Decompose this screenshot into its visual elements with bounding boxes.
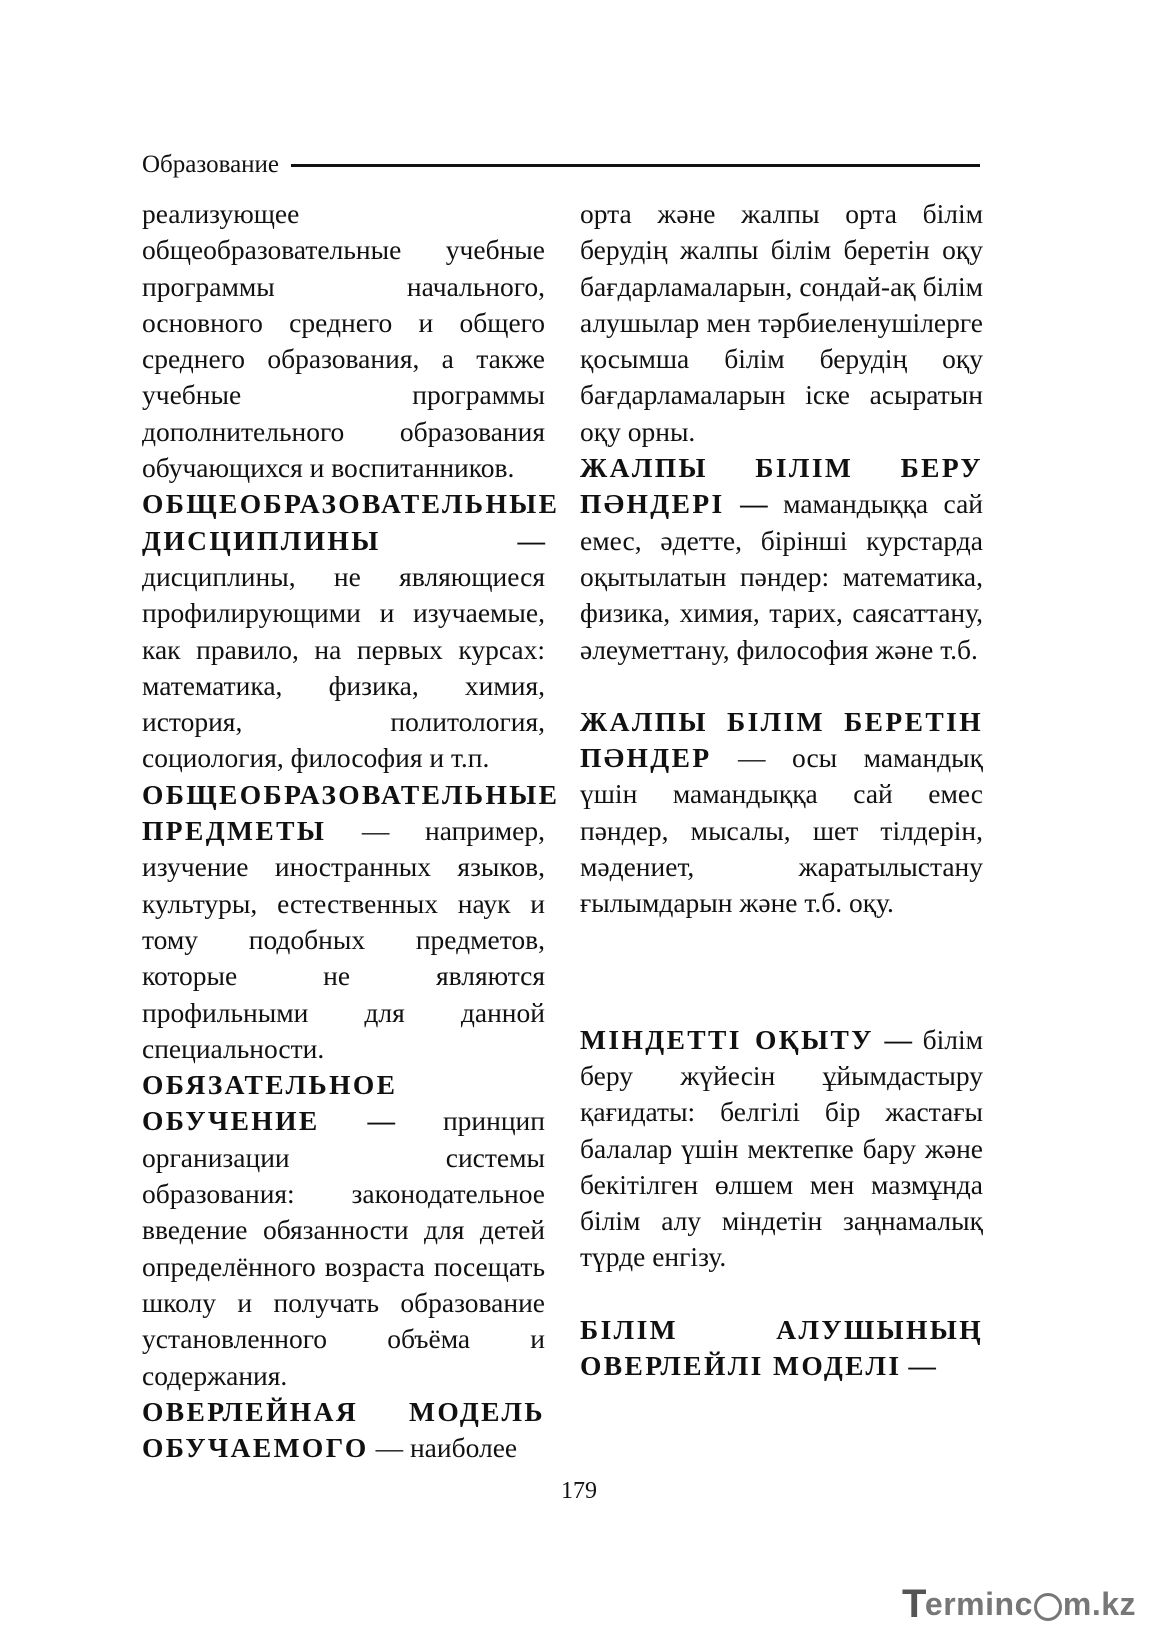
running-header	[142, 148, 980, 182]
glossary-entry	[142, 196, 545, 486]
entry-dash: —	[711, 742, 793, 774]
entry-term: ЖАЛПЫ БІЛІМ БЕРЕТІН ПӘНДЕР	[580, 705, 983, 774]
watermark-part3: m.kz	[1062, 1586, 1136, 1622]
glossary-entry	[580, 704, 983, 922]
entry-definition: принцип организации системы образования: законодательное введение обязанности для детей определённого возраста посещать школу и получать образование установленного объёма и содержания.	[142, 1105, 545, 1391]
watermark-magnifier-icon	[1034, 1593, 1062, 1621]
glossary-entry	[142, 777, 560, 1067]
left-column	[142, 196, 560, 1466]
glossary-entry	[142, 1067, 545, 1394]
entry-definition: например, изучение иностранных языков, культуры, естественных наук и тому подобных предметов, которые не являются профильными для данной специальности.	[142, 815, 545, 1064]
entry-term: ЖАЛПЫ БІЛІМ БЕРУ ПӘНДЕРІ	[580, 452, 983, 520]
page-number: 179	[561, 1478, 597, 1504]
glossary-entry	[580, 196, 983, 450]
termincom-watermark	[902, 1582, 1136, 1627]
entry-dash: —	[873, 1023, 923, 1055]
glossary-entry	[142, 486, 560, 776]
entry-term: ОВЕРЛЕЙНАЯ МОДЕЛЬ ОБУЧАЕМОГО	[142, 1395, 545, 1464]
glossary-entry	[580, 450, 983, 668]
right-column	[580, 196, 983, 1384]
entry-term: БІЛІМ АЛУШЫНЫҢ ОВЕРЛЕЙЛІ МОДЕЛІ	[580, 1313, 983, 1382]
glossary-entry	[580, 1022, 983, 1276]
header-rule	[291, 164, 980, 167]
entry-definition: осы мамандық үшін мамандыққа сай емес пәндер, мысалы, шет тілдерін, мәдениет, жаратылыстану ғылымдарын және т.б. оқу.	[580, 742, 983, 919]
glossary-entry	[142, 1394, 545, 1467]
entry-term: МІНДЕТТІ ОҚЫТУ	[580, 1023, 874, 1055]
watermark-part1: ermin	[924, 1586, 1015, 1622]
glossary-entry	[580, 1312, 983, 1385]
section-title: Образование	[142, 151, 280, 178]
entry-definition: реализующее общеобразовательные учебные программы начального, основного среднего и общего среднего образования, а также учебные программы дополнительного образования обучающихся и воспитанников.	[142, 198, 545, 484]
entry-definition: дисциплины, не являющиеся профилирующими и изучаемые, как правило, на первых курсах: математика, физика, химия, история, политология, социология, философия и т.п.	[142, 560, 545, 774]
entry-term: ОБЩЕОБРАЗОВАТЕЛЬНЫЕ ДИСЦИПЛИНЫ	[142, 488, 560, 556]
entry-definition: орта және жалпы орта білім берудің жалпы білім беретін оқу бағдарламаларын, сондай-ақ білім алушылар мен тәрбиеленушілерге қосымша білім берудің оқу бағдарламаларын іске асыратын оқу орны.	[580, 198, 983, 447]
entry-term: ОБЯЗАТЕЛЬНОЕ ОБУЧЕНИЕ	[142, 1069, 398, 1137]
entry-dash: —	[319, 1105, 443, 1137]
entry-definition: білім беру жүйесін ұйымдастыру қағидаты: белгілі бір жастағы балалар үшін мектепке бару және бекітілген өлшем мен мазмұнда білім алу міндетін заңнамалық түрде енгізу.	[580, 1023, 984, 1273]
entry-term: ОБЩЕОБРАЗОВАТЕЛЬНЫЕ ПРЕДМЕТЫ	[142, 778, 560, 847]
entry-definition: наиболее	[409, 1432, 518, 1464]
watermark-part2: c	[1014, 1586, 1033, 1622]
entry-dash: —	[901, 1350, 936, 1382]
entry-dash: —	[326, 815, 426, 847]
entry-definition: мамандыққа сай емес, әдетте, бірінші курстарда оқытылатын пәндер: математика, физика, химия, тарих, саясаттану, әлеуметтану, философия және т.б.	[580, 488, 983, 665]
entry-dash: —	[380, 524, 545, 556]
entry-dash: —	[368, 1432, 410, 1464]
entry-dash: —	[724, 488, 784, 520]
watermark-prefix: T	[901, 1582, 927, 1626]
